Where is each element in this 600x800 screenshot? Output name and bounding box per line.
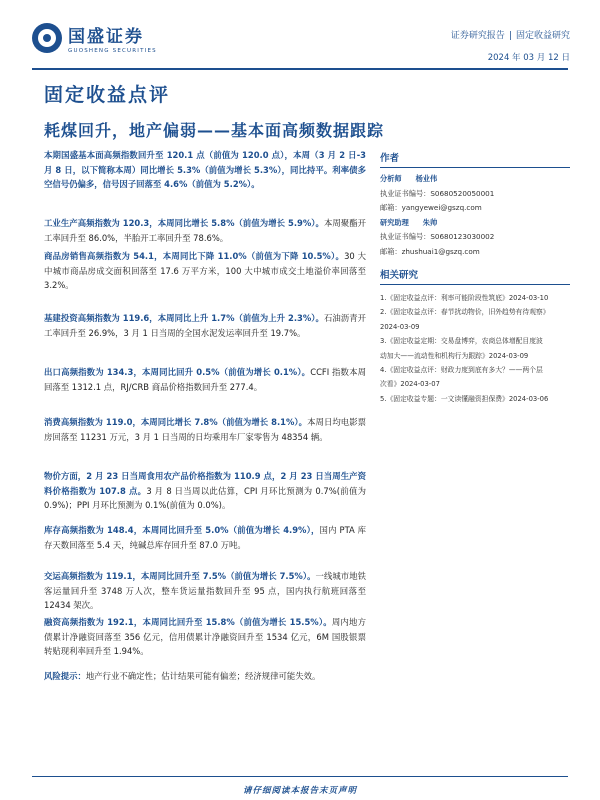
authors-heading: 作者 [380, 150, 570, 168]
prices-paragraph: 物价方面，2 月 23 日当周食用农产品价格指数为 110.9 点，2 月 23 日当周生产资料价格指数为 107.8 点。3 月 8 日当周以此估算，CPI 月环比预测为 0.7%(前值为 0.9%)；PPI 月环比预测为 0.1%(前值为 0.0%)。 [44, 471, 366, 511]
logo-name-en: GUOSHENG SECURITIES [68, 48, 157, 54]
sidebar [380, 150, 570, 406]
related-research-list [380, 291, 570, 406]
authors-list [380, 172, 570, 259]
analyst-cert: 执业证书编号：S0680520050001 [380, 188, 495, 198]
related-item[interactable]: 3.《固定收益定期：交易盘博弈，农商总体增配目度波 [380, 337, 543, 346]
related-research-heading: 相关研究 [380, 267, 570, 285]
related-item[interactable]: 2.《固定收益点评：春节扰动物价，旧外趋势有待观察》 [380, 308, 550, 317]
export-paragraph: 出口高频指数为 134.3，本周同比回升 0.5%（前值为增长 0.1%）。CCFI 指数本周回落至 1312.1 点，RJ/CRB 商品价格指数回升至 277.4。 [44, 367, 367, 392]
related-item[interactable]: 动加大——流动性和机构行为跟踪》2024-03-09 [380, 351, 529, 360]
related-item[interactable]: 5.《固定收益专题：一文读懂融资担保费》2024-03-06 [380, 394, 549, 403]
related-item[interactable]: 次看》2024-03-07 [380, 380, 440, 389]
related-item[interactable]: 4.《固定收益点评：财政力度到底有多大？——两个层 [380, 366, 543, 375]
analyst-row: 分析师 杨业伟 [380, 174, 438, 183]
consumption-paragraph: 消费高频指数为 119.0，本周同比增长 7.8%（前值为增长 8.1%）。本周日均电影票房回落至 11231 万元，3 月 1 日当周的日均乘用车厂家零售为 48354 辆。 [44, 417, 367, 442]
logo-icon [32, 23, 62, 53]
report-subcategory: 固定收益研究 [515, 31, 570, 41]
related-item[interactable]: 1.《固定收益点评：利率可能阶段性筑底》2024-03-10 [380, 294, 549, 302]
infrastructure-paragraph: 基建投资高频指数为 119.6，本周同比上升 1.7%（前值为上升 2.3%）。石油沥青开工率回升至 26.9%，3 月 1 日当周的全国水泥发运率回升至 19.7%。 [44, 313, 367, 338]
assistant-cert: 执业证书编号：S0680123030002 [380, 232, 495, 241]
disclaimer-notice: 请仔细阅读本报告末页声明 [242, 786, 357, 796]
industrial-paragraph: 工业生产高频指数为 120.3，本周同比增长 5.8%（前值为增长 5.9%）。本周聚酯开工率回升至 86.0%，半胎开工率回升至 78.6%。 [44, 218, 367, 243]
header-divider [32, 68, 568, 70]
company-logo [32, 22, 157, 54]
assistant-row: 研究助理 朱帅 [380, 217, 438, 227]
report-category: 证券研究报告 [450, 31, 505, 41]
financing-paragraph: 融资高频指数为 192.1，本周同比回升至 15.8%（前值为增长 15.5%）。周内地方债累计净融资回落至 356 亿元，信用债累计净融资回升至 1534 亿元，6M 国股银票转贴现利率回升至 1.94%。 [44, 617, 367, 657]
report-meta: 证券研究报告 | 固定收益研究 2024 年 03 月 12 日 [450, 31, 570, 63]
analyst-email[interactable]: 邮箱：yangyewei@gszq.com [380, 203, 482, 212]
summary-paragraph: 本期国盛基本面高频指数回升至 120.1 点（前值为 120.0 点），本周（3 月 2 日-3 月 8 日，以下简称本周）同比增长 5.3%（前值为增长 5.3%），同比持平。利率债多空信号仍偏多，信号因子回落至 4.6%（前值为 5.2%）。 [44, 150, 366, 190]
risk-warning: 风险提示：地产行业不确定性；估计结果可能有偏差；经济规律可能失效。 [44, 671, 321, 681]
related-item[interactable]: 2024-03-09 [380, 322, 420, 331]
page-header [0, 0, 600, 72]
report-date: 2024 年 03 月 12 日 [487, 53, 570, 63]
document-title: 耗煤回升，地产偏弱——基本面高频数据跟踪 [44, 121, 385, 140]
transport-paragraph: 交运高频指数为 119.1，本周同比回升至 7.5%（前值为增长 7.5%）。一线城市地铁客运量回升至 3748 万人次，整车货运量指数回升至 95 点，国内执行航班回落至 12434 架次。 [44, 571, 367, 611]
logo-name-cn: 国盛证券 [68, 27, 144, 47]
page-footer [0, 772, 600, 800]
housing-paragraph: 商品房销售高频指数为 54.1，本周同比下降 11.0%（前值为下降 10.5%）。30 大中城市商品房成交面积回落至 17.6 万平方米，100 大中城市成交土地溢价率回落至 3.2%。 [44, 251, 366, 291]
assistant-email[interactable]: 邮箱：zhushuai1@gszq.com [380, 246, 480, 256]
footer-divider [32, 776, 568, 777]
document-type: 固定收益点评 [44, 84, 171, 106]
inventory-paragraph: 库存高频指数为 148.4，本周同比回升至 5.0%（前值为增长 4.9%），国内 PTA 库存天数回落至 5.4 天，纯碱总库存回升至 87.0 万吨。 [44, 525, 366, 550]
